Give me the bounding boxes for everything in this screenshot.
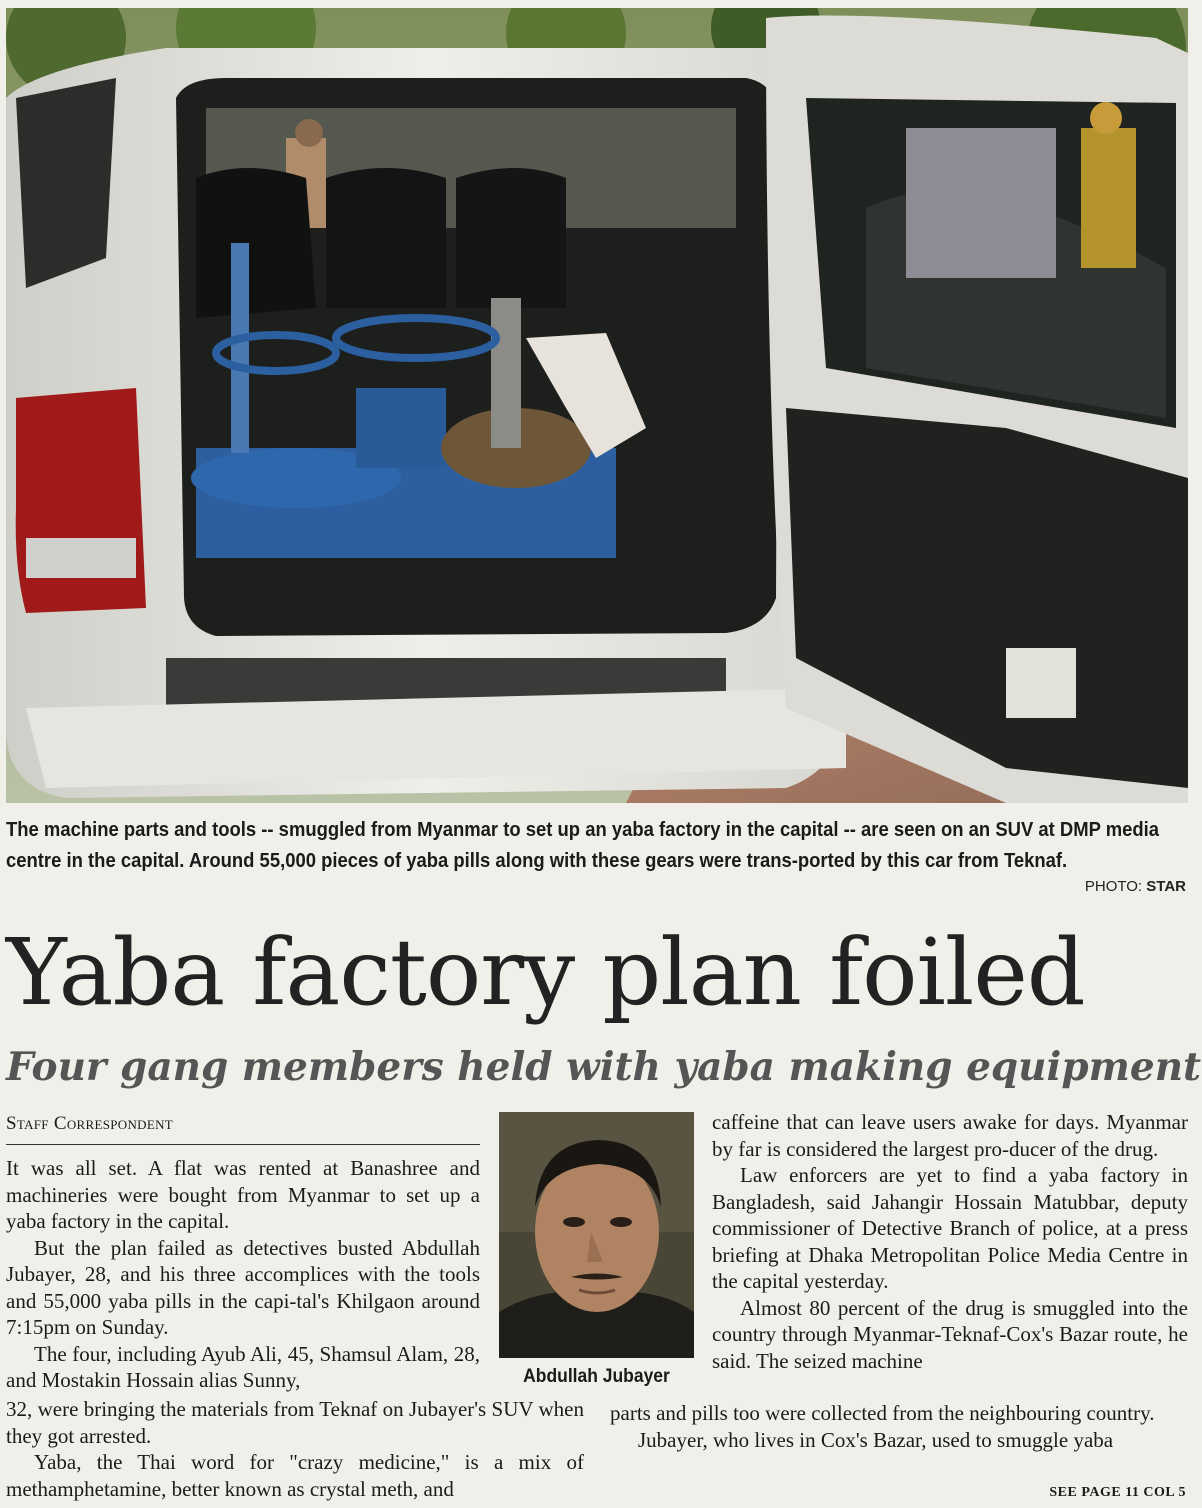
headline: Yaba factory plan foiled bbox=[6, 919, 1085, 1026]
paragraph: Almost 80 percent of the drug is smuggled into the country through Myanmar-Teknaf-Cox's Bazar route, he said. The seized machine bbox=[712, 1295, 1188, 1373]
byline: Staff Correspondent bbox=[6, 1113, 480, 1145]
photo-credit-source: STAR bbox=[1146, 878, 1186, 895]
paragraph: Jubayer, who lives in Cox's Bazar, used to smuggle yaba bbox=[638, 1427, 1114, 1452]
article-column-2 bbox=[712, 1109, 1188, 1374]
paragraph: Law enforcers are yet to find a yaba factory in Bangladesh, said Jahangir Hossain Matubbar, deputy commissioner of Detective Branch of police, at a press briefing at Dhaka Metropolitan Police Media Centre in the capital yesterday. bbox=[712, 1163, 1188, 1293]
photo-caption: The machine parts and tools -- smuggled from Myanmar to set up an yaba factory in the capital -- are seen on an SUV at DMP media centre in the capital. Around 55,000 pieces of yaba pills along with these gears were trans-ported by this car from Teknaf. bbox=[6, 818, 1160, 872]
paragraph: caffeine that can leave users awake for days. Myanmar by far is considered the largest pro-ducer of the drug. bbox=[712, 1110, 1188, 1161]
portrait-photo bbox=[499, 1112, 694, 1358]
paragraph: 32, were bringing the materials from Teknaf on Jubayer's SUV when they got arrested. bbox=[6, 1397, 584, 1448]
paragraph: Yaba, the Thai word for "crazy medicine," is a mix of methamphetamine, better known as crystal meth, and bbox=[6, 1450, 584, 1501]
photo-credit-label: PHOTO: bbox=[1084, 878, 1143, 895]
suv-with-machine-parts-image bbox=[6, 8, 1188, 803]
main-photo bbox=[6, 8, 1188, 803]
article-column-2-wide bbox=[610, 1400, 1188, 1453]
article-column-1 bbox=[6, 1155, 480, 1394]
paragraph: But the plan failed as detectives busted Abdullah Jubayer, 28, and his three accomplices with the tools and 55,000 yaba pills in the capi-tal's Khilgaon around 7:15pm on Sunday. bbox=[6, 1235, 480, 1339]
continuation-note: SEE PAGE 11 COL 5 bbox=[1049, 1485, 1186, 1500]
subheadline: Four gang members held with yaba making equipment bbox=[6, 1044, 1202, 1090]
abdullah-jubayer-portrait-image bbox=[499, 1112, 694, 1358]
portrait-caption: Abdullah Jubayer bbox=[523, 1366, 670, 1387]
paragraph: parts and pills too were collected from the neighbouring country. bbox=[610, 1401, 1155, 1425]
photo-credit bbox=[1085, 878, 1186, 895]
paragraph: The four, including Ayub Ali, 45, Shamsul Alam, 28, and Mostakin Hossain alias Sunny, bbox=[6, 1341, 480, 1392]
paragraph: It was all set. A flat was rented at Banashree and machineries were bought from Myanmar to set up a yaba factory in the capital. bbox=[6, 1156, 480, 1233]
article-column-1-wide bbox=[6, 1396, 584, 1502]
